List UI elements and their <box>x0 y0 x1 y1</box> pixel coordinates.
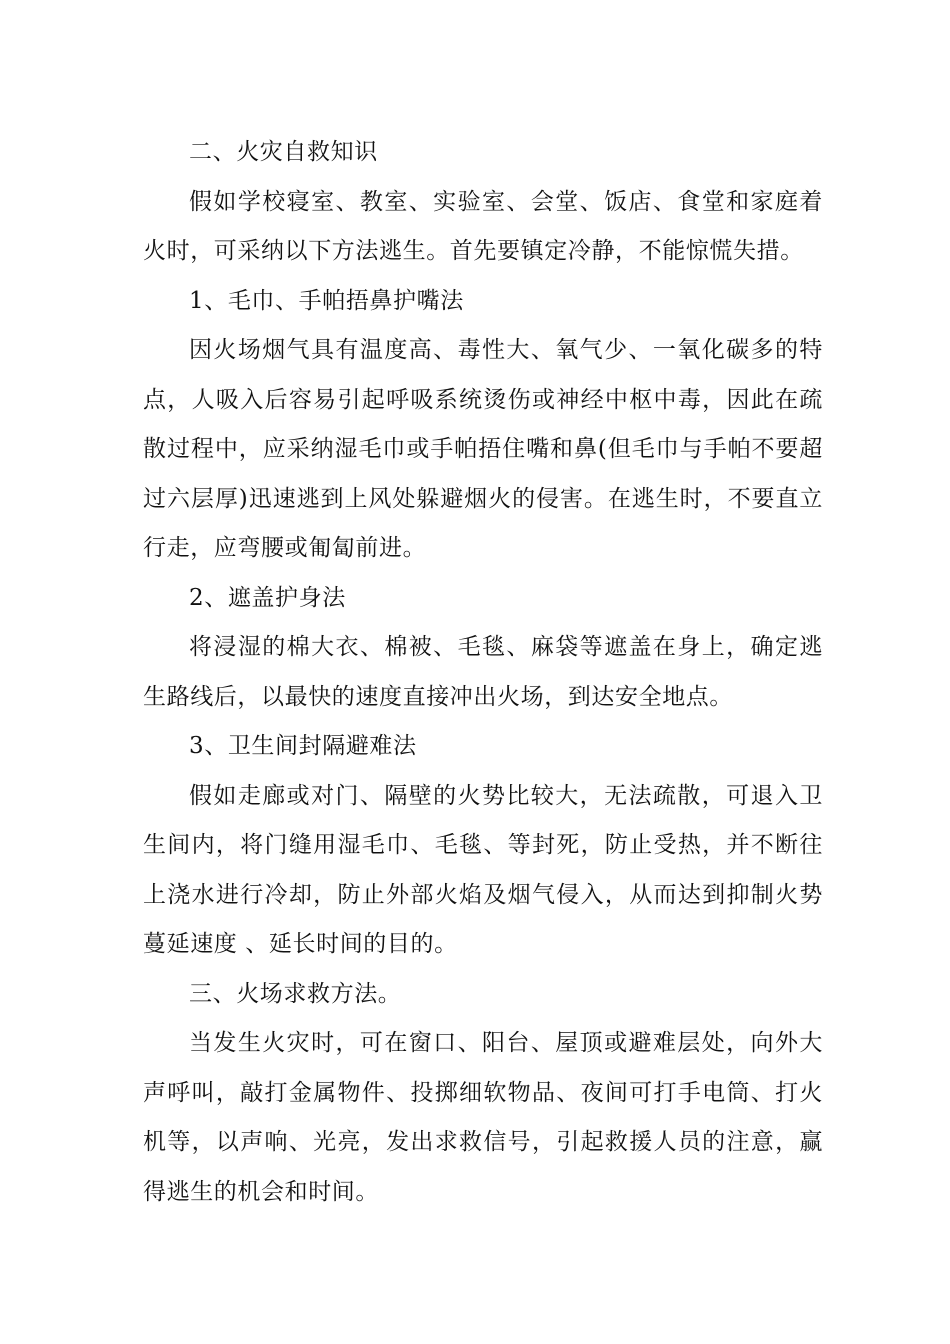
paragraph-intro: 假如学校寝室、教室、实验室、会堂、饭店、食堂和家庭着火时，可采纳以下方法逃生。首先要镇定冷静，不能惊慌失措。 <box>143 188 823 264</box>
section-heading-fire-self-rescue: 二、火灾自救知识 <box>189 139 378 165</box>
subheading-bathroom-method: 3、卫生间封隔避难法 <box>189 733 417 759</box>
subheading-towel-method: 1、毛巾、手帕捂鼻护嘴法 <box>189 287 464 314</box>
section-heading-rescue-methods: 三、火场求救方法。 <box>189 980 402 1007</box>
paragraph-rescue-methods: 当发生火灾时，可在窗口、阳台、屋顶或避难层处，向外大声呼叫，敲打金属物件、投掷细软物品、夜间可打手电筒、打火机等，以声响、光亮，发出求救信号，引起救援人员的注意，赢得逃生的机会和时间。 <box>143 1030 823 1205</box>
document-body <box>143 128 823 1217</box>
paragraph-towel-method: 因火场烟气具有温度高、毒性大、氧气少、一氧化碳多的特点，人吸入后容易引起呼吸系统烫伤或神经中枢中毒，因此在疏散过程中，应采纳湿毛巾或手帕捂住嘴和鼻(但毛巾与手帕不要超过六层厚)迅速逃到上风处躲避烟火的侵害。在逃生时，不要直立行走，应弯腰或匍匐前进。 <box>143 337 823 561</box>
paragraph-cover-method: 将浸湿的棉大衣、棉被、毛毯、麻袋等遮盖在身上，确定逃生路线后，以最快的速度直接冲出火场，到达安全地点。 <box>143 634 823 710</box>
paragraph-bathroom-method: 假如走廊或对门、隔壁的火势比较大，无法疏散，可退入卫生间内，将门缝用湿毛巾、毛毯、等封死，防止受热，并不断往上浇水进行冷却，防止外部火焰及烟气侵入，从而达到抑制火势蔓延速度 、延长时间的目的。 <box>143 782 823 957</box>
subheading-cover-method: 2、遮盖护身法 <box>189 584 346 611</box>
